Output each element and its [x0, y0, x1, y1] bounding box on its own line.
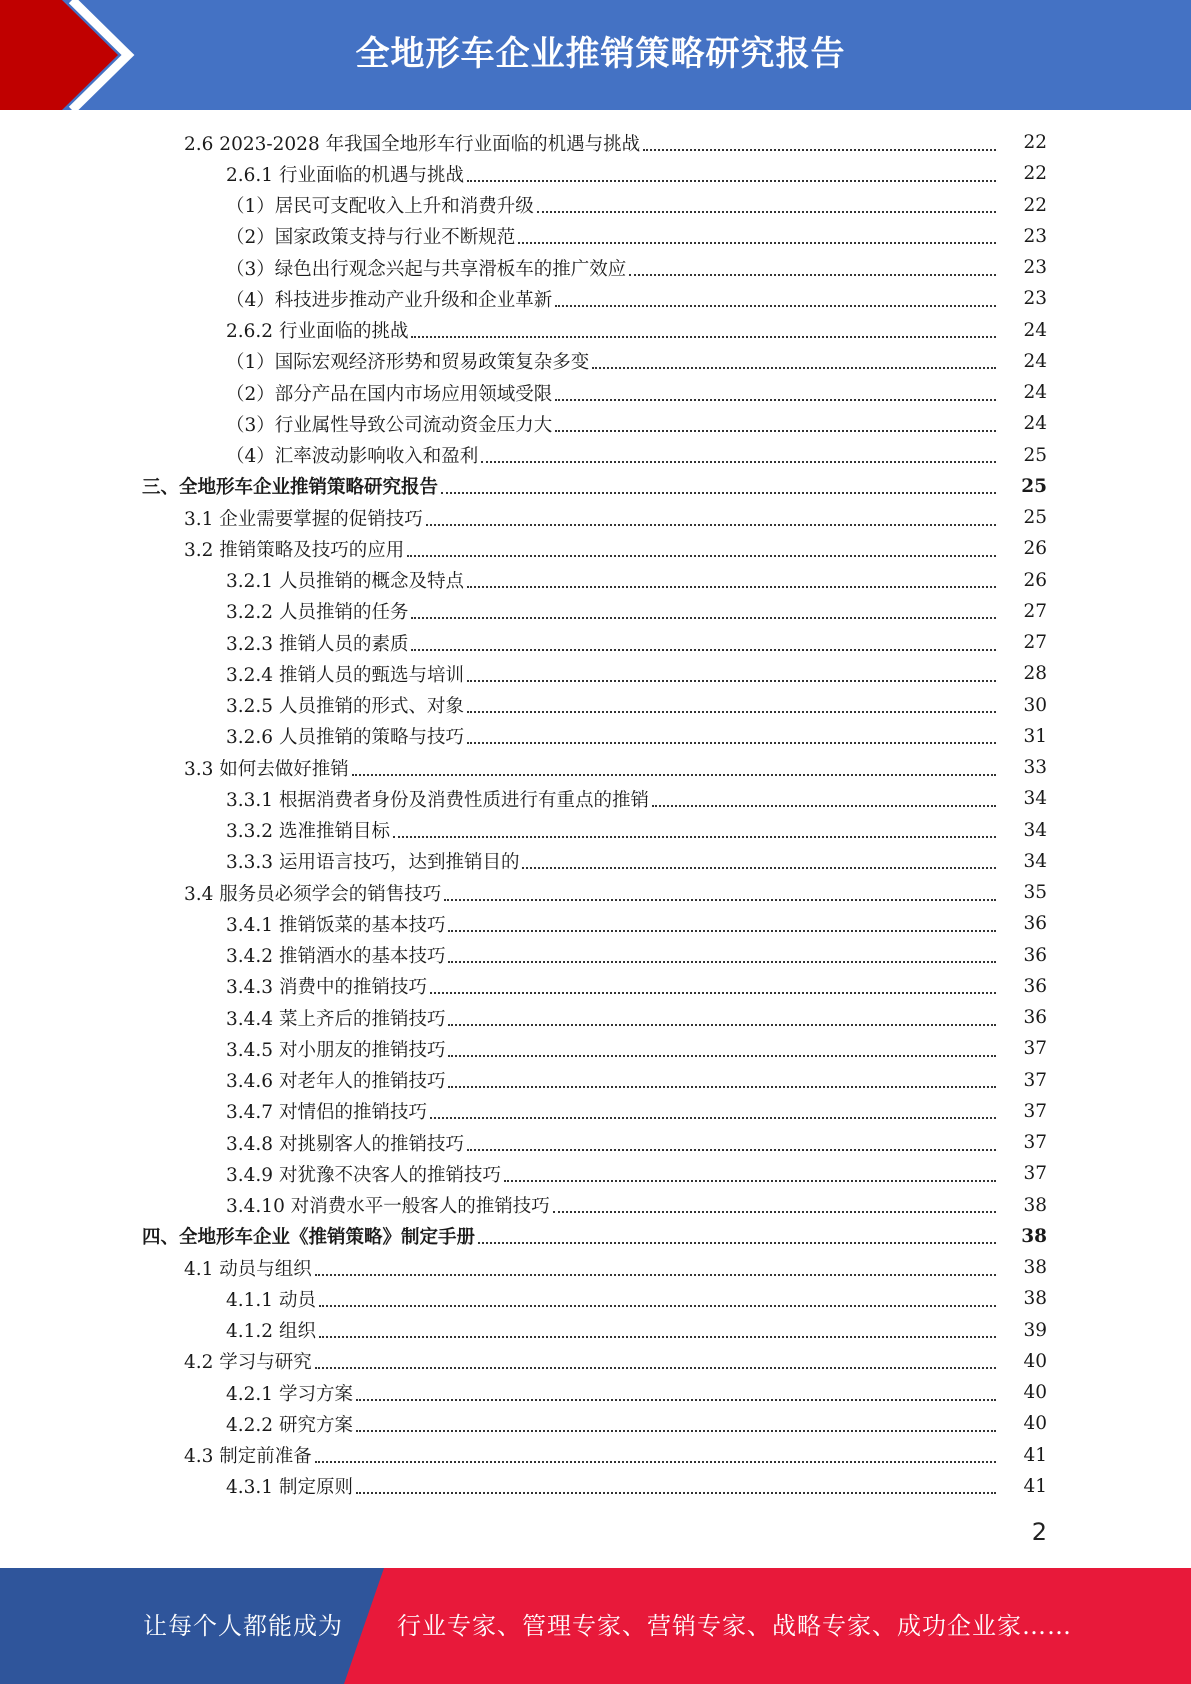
toc-dot-leader: [319, 1336, 996, 1338]
toc-entry[interactable]: [0, 1190, 1191, 1221]
toc-entry-page: 24: [1023, 319, 1047, 341]
toc-dot-leader: [555, 430, 996, 432]
toc-dot-leader: [467, 680, 996, 682]
toc-entry-page: 41: [1023, 1444, 1047, 1466]
toc-dot-leader: [430, 992, 996, 994]
toc-entry-page: 38: [1021, 1225, 1047, 1247]
toc-dot-leader: [319, 1305, 996, 1307]
toc-dot-leader: [315, 1367, 996, 1369]
toc-entry-label: 2.6.2 行业面临的挑战: [226, 321, 409, 343]
toc-dot-leader: [441, 492, 996, 494]
toc-entry-label: 3.4.1 推销饭菜的基本技巧: [226, 914, 446, 936]
toc-entry-page: 26: [1023, 569, 1047, 591]
toc-entry[interactable]: [0, 1033, 1191, 1064]
footer-slogan-left: 让每个人都能成为: [143, 1612, 343, 1640]
toc-entry[interactable]: [0, 658, 1191, 689]
toc-dot-leader: [522, 867, 996, 869]
toc-entry[interactable]: [0, 1440, 1191, 1471]
toc-entry-label: 3.4.4 菜上齐后的推销技巧: [226, 1008, 446, 1030]
toc-entry[interactable]: [0, 1315, 1191, 1346]
toc-dot-leader: [652, 805, 996, 807]
toc-entry[interactable]: [0, 752, 1191, 783]
toc-dot-leader: [315, 1274, 996, 1276]
toc-entry-page: 33: [1023, 757, 1047, 779]
toc-entry-page: 30: [1023, 694, 1047, 716]
toc-entry-label: （2）部分产品在国内市场应用领域受限: [226, 383, 553, 405]
toc-entry-label: 3.4 服务员必须学会的销售技巧: [184, 883, 442, 905]
toc-dot-leader: [448, 1024, 996, 1026]
toc-entry-page: 35: [1023, 882, 1047, 904]
toc-entry[interactable]: [0, 940, 1191, 971]
toc-entry-label: 2.6 2023-2028 年我国全地形车行业面临的机遇与挑战: [184, 133, 641, 155]
toc-entry[interactable]: [0, 377, 1191, 408]
toc-entry-label: 3.2 推销策略及技巧的应用: [184, 539, 405, 561]
toc-entry[interactable]: [0, 1127, 1191, 1158]
toc-entry-label: 三、全地形车企业推销策略研究报告: [142, 477, 439, 499]
toc-dot-leader: [537, 211, 996, 213]
toc-entry-page: 37: [1023, 1069, 1047, 1091]
toc-entry-page: 28: [1023, 663, 1047, 685]
toc-dot-leader: [592, 367, 996, 369]
toc-entry-label: 2.6.1 行业面临的机遇与挑战: [226, 164, 464, 186]
toc-entry-label: 3.2.5 人员推销的形式、对象: [226, 696, 464, 718]
toc-dot-leader: [478, 1242, 996, 1244]
toc-entry-label: 3.3.2 选准推销目标: [226, 821, 390, 843]
toc-entry-page: 41: [1023, 1475, 1047, 1497]
toc-entry[interactable]: [0, 1471, 1191, 1502]
toc-entry[interactable]: [0, 783, 1191, 814]
toc-entry-page: 23: [1023, 257, 1047, 279]
toc-entry-label: 3.4.8 对挑剔客人的推销技巧: [226, 1133, 464, 1155]
toc-entry-page: 37: [1023, 1163, 1047, 1185]
toc-entry-page: 24: [1023, 350, 1047, 372]
toc-entry-page: 25: [1023, 507, 1047, 529]
toc-entry-page: 25: [1021, 475, 1047, 497]
toc-entry-label: 4.2 学习与研究: [184, 1352, 312, 1374]
toc-entry-page: 38: [1023, 1257, 1047, 1279]
toc-entry[interactable]: [0, 315, 1191, 346]
toc-entry-page: 27: [1023, 600, 1047, 622]
toc-entry[interactable]: [0, 1158, 1191, 1189]
toc-entry[interactable]: [0, 252, 1191, 283]
toc-entry-page: 36: [1023, 913, 1047, 935]
toc-entry-label: 4.1.2 组织: [226, 1321, 316, 1343]
toc-entry-label: 3.4.5 对小朋友的推销技巧: [226, 1039, 446, 1061]
toc-dot-leader: [467, 711, 996, 713]
toc-dot-leader: [643, 149, 996, 151]
toc-entry-label: 3.4.2 推销酒水的基本技巧: [226, 946, 446, 968]
page-number: 2: [1031, 1518, 1047, 1546]
toc-entry-page: 38: [1023, 1288, 1047, 1310]
toc-entry-page: 40: [1023, 1350, 1047, 1372]
toc-dot-leader: [356, 1430, 996, 1432]
toc-entry[interactable]: [0, 565, 1191, 596]
toc-dot-leader: [467, 180, 996, 182]
toc-entry[interactable]: [0, 596, 1191, 627]
toc-dot-leader: [467, 586, 996, 588]
toc-entry[interactable]: [0, 846, 1191, 877]
toc-entry-label: 3.4.3 消费中的推销技巧: [226, 977, 427, 999]
toc-dot-leader: [555, 399, 996, 401]
toc-entry[interactable]: [0, 908, 1191, 939]
page-footer: [0, 1568, 1191, 1684]
toc-entry-label: 3.1 企业需要掌握的促销技巧: [184, 508, 423, 530]
toc-entry-page: 37: [1023, 1038, 1047, 1060]
toc-entry-label: 3.3.3 运用语言技巧，达到推销目的: [226, 852, 520, 874]
toc-entry[interactable]: [0, 190, 1191, 221]
toc-entry-label: 3.4.7 对情侣的推销技巧: [226, 1102, 427, 1124]
toc-entry-label: 3.2.1 人员推销的概念及特点: [226, 571, 464, 593]
toc-entry-page: 25: [1023, 444, 1047, 466]
toc-entry-label: 3.3 如何去做好推销: [184, 758, 349, 780]
toc-dot-leader: [448, 930, 996, 932]
toc-entry[interactable]: [0, 221, 1191, 252]
toc-entry[interactable]: [0, 533, 1191, 564]
toc-entry-page: 26: [1023, 538, 1047, 560]
toc-dot-leader: [426, 524, 996, 526]
toc-entry-label: （2）国家政策支持与行业不断规范: [226, 227, 516, 249]
toc-entry-label: 四、全地形车企业《推销策略》制定手册: [142, 1227, 476, 1249]
toc-entry-page: 40: [1023, 1382, 1047, 1404]
toc-entry-page: 34: [1023, 850, 1047, 872]
toc-entry-label: 3.2.6 人员推销的策略与技巧: [226, 727, 464, 749]
toc-dot-leader: [356, 1399, 996, 1401]
toc-entry[interactable]: [0, 1002, 1191, 1033]
toc-entry-label: 3.4.9 对犹豫不决客人的推销技巧: [226, 1164, 501, 1186]
header-title: 全地形车企业推销策略研究报告: [355, 34, 846, 74]
toc-entry-page: 37: [1023, 1132, 1047, 1154]
toc-entry-page: 23: [1023, 288, 1047, 310]
toc-entry[interactable]: [0, 1252, 1191, 1283]
toc-entry-label: 3.2.2 人员推销的任务: [226, 602, 409, 624]
toc-entry-page: 34: [1023, 788, 1047, 810]
toc-entry-label: 4.3.1 制定原则: [226, 1477, 353, 1499]
toc-dot-leader: [629, 274, 996, 276]
toc-entry-label: （4）科技进步推动产业升级和企业革新: [226, 289, 553, 311]
toc-entry[interactable]: [0, 127, 1191, 158]
toc-dot-leader: [411, 617, 996, 619]
toc-dot-leader: [407, 555, 996, 557]
toc-entry-label: （3）绿色出行观念兴起与共享滑板车的推广效应: [226, 258, 627, 280]
toc-entry[interactable]: [0, 815, 1191, 846]
toc-entry-label: （3）行业属性导致公司流动资金压力大: [226, 414, 553, 436]
toc-entry[interactable]: [0, 721, 1191, 752]
toc-dot-leader: [393, 836, 996, 838]
toc-dot-leader: [448, 1086, 996, 1088]
toc-entry[interactable]: [0, 627, 1191, 658]
toc-entry[interactable]: [0, 440, 1191, 471]
toc-entry[interactable]: [0, 158, 1191, 189]
toc-entry-page: 24: [1023, 382, 1047, 404]
toc-dot-leader: [352, 774, 996, 776]
toc-dot-leader: [467, 742, 996, 744]
toc-entry-label: 3.4.10 对消费水平一般客人的推销技巧: [226, 1196, 550, 1218]
toc-entry-label: 4.1 动员与组织: [184, 1258, 312, 1280]
toc-entry-page: 36: [1023, 1007, 1047, 1029]
toc-entry-label: 3.4.6 对老年人的推销技巧: [226, 1071, 446, 1093]
toc-entry[interactable]: [0, 1346, 1191, 1377]
toc-dot-leader: [411, 336, 996, 338]
toc-entry[interactable]: [0, 1283, 1191, 1314]
toc-entry-label: 3.3.1 根据消费者身份及消费性质进行有重点的推销: [226, 789, 649, 811]
toc-dot-leader: [315, 1461, 996, 1463]
toc-entry-page: 36: [1023, 944, 1047, 966]
toc-dot-leader: [481, 461, 996, 463]
toc-dot-leader: [411, 649, 996, 651]
toc-entry-label: 3.2.4 推销人员的甄选与培训: [226, 664, 464, 686]
toc-entry[interactable]: [0, 877, 1191, 908]
toc-entry[interactable]: [0, 346, 1191, 377]
toc-entry-page: 22: [1023, 163, 1047, 185]
toc-dot-leader: [448, 1055, 996, 1057]
toc-entry-label: （1）居民可支配收入上升和消费升级: [226, 196, 534, 218]
toc-dot-leader: [504, 1180, 996, 1182]
toc-dot-leader: [553, 1211, 996, 1213]
toc-entry-page: 40: [1023, 1413, 1047, 1435]
toc-entry-label: （4）汇率波动影响收入和盈利: [226, 446, 479, 468]
toc-entry-page: 22: [1023, 194, 1047, 216]
toc-entry[interactable]: [0, 1408, 1191, 1439]
toc-dot-leader: [555, 305, 996, 307]
toc-entry[interactable]: [0, 502, 1191, 533]
toc-entry[interactable]: [0, 1065, 1191, 1096]
toc-entry-page: 34: [1023, 819, 1047, 841]
toc-entry[interactable]: [0, 283, 1191, 314]
toc-entry-page: 39: [1023, 1319, 1047, 1341]
toc-dot-leader: [430, 1117, 996, 1119]
toc-entry-page: 27: [1023, 632, 1047, 654]
toc-entry-page: 23: [1023, 225, 1047, 247]
toc-entry-page: 37: [1023, 1100, 1047, 1122]
toc-entry[interactable]: [0, 1221, 1191, 1252]
toc-entry-label: 4.1.1 动员: [226, 1289, 316, 1311]
toc-entry-label: 4.2.2 研究方案: [226, 1414, 353, 1436]
toc-dot-leader: [356, 1492, 996, 1494]
toc-entry[interactable]: [0, 971, 1191, 1002]
toc-entry[interactable]: [0, 1096, 1191, 1127]
toc-entry-label: 3.2.3 推销人员的素质: [226, 633, 409, 655]
toc-entry-page: 31: [1023, 725, 1047, 747]
toc-entry-page: 22: [1023, 132, 1047, 154]
toc-dot-leader: [518, 242, 996, 244]
toc-entry[interactable]: [0, 690, 1191, 721]
toc-entry-label: 4.2.1 学习方案: [226, 1383, 353, 1405]
footer-slogan-right: 行业专家、管理专家、营销专家、战略专家、成功企业家……: [397, 1612, 1072, 1640]
toc-entry[interactable]: [0, 1377, 1191, 1408]
toc-dot-leader: [444, 899, 996, 901]
toc-dot-leader: [448, 961, 996, 963]
page-header: [0, 0, 1191, 110]
toc-entry-page: 38: [1023, 1194, 1047, 1216]
toc-entry-label: （1）国际宏观经济形势和贸易政策复杂多变: [226, 352, 590, 374]
toc-entry-page: 36: [1023, 975, 1047, 997]
toc-entry-page: 24: [1023, 413, 1047, 435]
toc-entry-label: 4.3 制定前准备: [184, 1446, 312, 1468]
toc-entry[interactable]: [0, 408, 1191, 439]
toc-entry[interactable]: [0, 471, 1191, 502]
toc-dot-leader: [467, 1149, 996, 1151]
table-of-contents: [0, 127, 1191, 1502]
